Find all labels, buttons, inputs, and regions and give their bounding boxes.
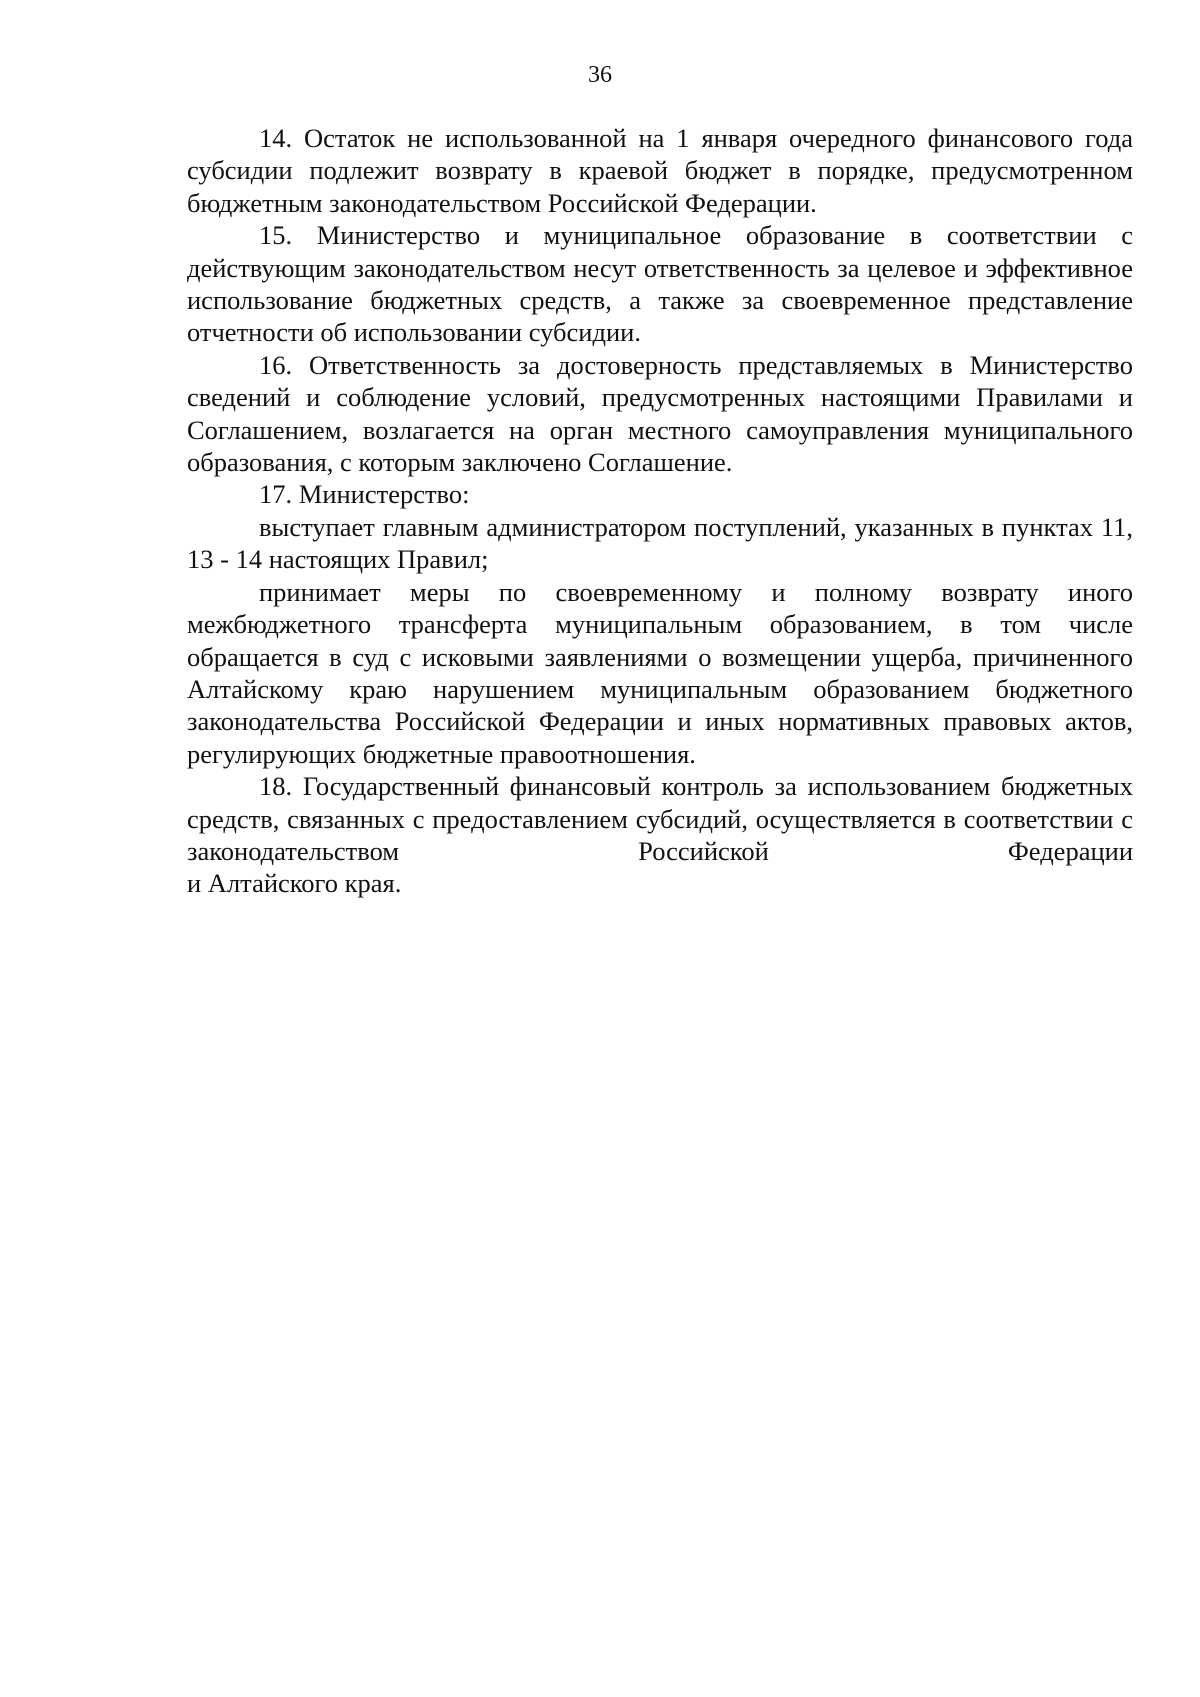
paragraph-17-return-measures: принимает меры по своевременному и полному возврату иного межбюджетного трансферта муниципальным образованием, в том числе обращается в суд с исковыми заявлениями о возмещении ущерба, причиненного Алтайскому краю нарушением муниципальным образованием бюджетного законодательства Российской Федерации и иных нормативных правовых актов, регулирующих бюджетные правоотношения.: [187, 576, 1133, 769]
paragraph-18-financial-control: 18. Государственный финансовый контроль за использованием бюджетных средств, связанных с предоставлением субсидий, осуществляется в соответствии с законодательством Российской Федерации: [187, 771, 1133, 866]
document-body: [187, 122, 1133, 900]
paragraph-18-continuation: и Алтайского края.: [187, 868, 402, 899]
paragraph-17-ministry-heading: 17. Министерство:: [259, 479, 470, 510]
paragraph-16-data-reliability: 16. Ответственность за достоверность представляемых в Министерство сведений и соблюдение условий, предусмотренных настоящими Правилами и Соглашением, возлагается на орган местного самоуправления муниципального образования, с которым заключено Соглашение.: [187, 349, 1133, 478]
paragraph-17-administrator: выступает главным администратором поступлений, указанных в пунктах 11, 13 - 14 настоящих Правил;: [187, 511, 1133, 575]
paragraph-15-responsibility: 15. Министерство и муниципальное образование в соответствии с действующим законодательством несут ответственность за целевое и эффективное использование бюджетных средств, а также за своевременное представление отчетности об использовании субсидии.: [187, 220, 1133, 348]
page-number: 36: [588, 62, 612, 88]
paragraph-14-unused-subsidy-return: 14. Остаток не использованной на 1 января очередного финансового года субсидии подлежит возврату в краевой бюджет в порядке, предусмотренном бюджетным законодательством Российской Федерации.: [187, 123, 1133, 218]
